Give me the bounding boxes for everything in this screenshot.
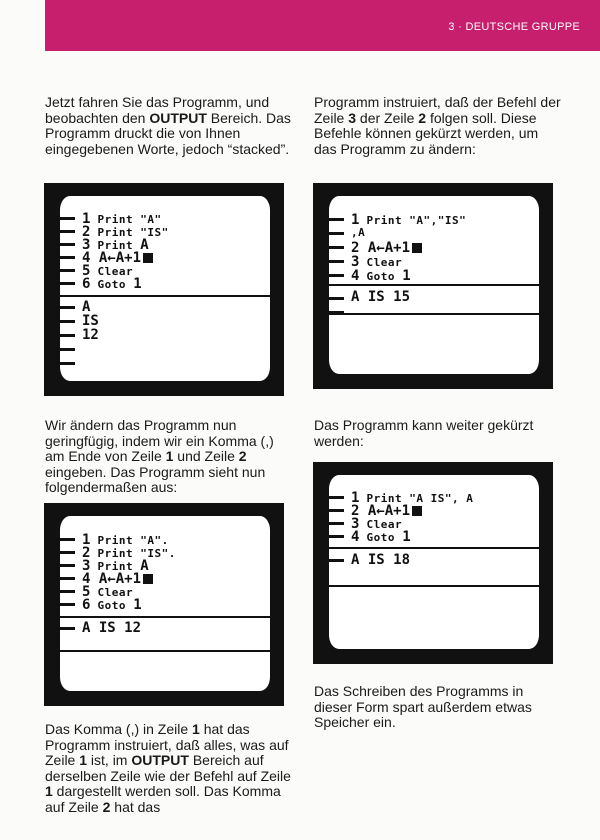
line-tick [60, 348, 75, 351]
output-divider [329, 585, 539, 587]
screen-program-stacked [44, 183, 284, 396]
paragraph-instruction [314, 95, 564, 157]
screen-display [60, 196, 270, 381]
text-run: eingeben. Das Programm sieht nun folgendermaßen aus: [45, 463, 266, 495]
text-run-bold: 3 [348, 109, 357, 126]
line-tick [60, 564, 75, 567]
paragraph-shorten-further [314, 418, 564, 449]
program-line: 1 Print "A" [82, 211, 162, 227]
program-line: 3 Clear [351, 254, 403, 270]
line-tick [329, 509, 344, 512]
text-run-bold: 1 [165, 448, 174, 464]
line-tick [60, 590, 75, 593]
line-tick [60, 551, 75, 554]
text-run: dargestellt werden soll. Das Komma auf Zeile [45, 783, 281, 815]
program-line: 1 Print "A IS", A [351, 490, 474, 506]
line-tick [329, 496, 344, 499]
line-tick [60, 269, 75, 272]
section-header [45, 0, 600, 51]
cursor-block [143, 574, 153, 584]
line-tick [329, 260, 344, 263]
text-run: und Zeile [173, 448, 239, 464]
text-run: der Zeile [356, 109, 419, 126]
output-divider [60, 650, 270, 652]
text-run-bold: 2 [418, 109, 427, 126]
text-run-bold: 2 [238, 448, 247, 464]
line-tick [329, 274, 344, 277]
program-line: 5 Clear [82, 584, 134, 600]
line-tick [60, 320, 75, 323]
text-run-bold: 2 [102, 798, 111, 815]
program-line: 2 Print "IS" [82, 224, 169, 240]
line-tick [60, 230, 75, 233]
program-line: 3 Print A [82, 237, 149, 253]
text-run: Das Komma (,) in Zeile [45, 721, 193, 737]
program-line: 3 Clear [351, 516, 403, 532]
text-run: ist, im [87, 752, 132, 768]
screen-display [329, 196, 539, 374]
program-line-continued: ,A [351, 226, 366, 239]
text-run: Programm instruiert, daß der Befehl der Zeile [314, 94, 561, 126]
line-tick [60, 362, 75, 365]
text-run: Bereich auf derselben Zeile wie der Befehl auf Zeile [45, 752, 291, 784]
program-line: 1 Print "A","IS" [351, 212, 467, 228]
program-line: 4 A←A+1 [82, 250, 153, 265]
text-run-bold: 1 [45, 783, 53, 799]
program-line: 4 Goto 1 [351, 268, 411, 284]
program-line: 6 Goto 1 [82, 276, 142, 292]
output-divider [329, 313, 539, 315]
line-tick [60, 577, 75, 580]
text-run-bold: OUTPUT [131, 752, 189, 768]
output-line: A IS 15 [351, 289, 411, 305]
paragraph-intro-run [45, 95, 295, 157]
cursor-block [143, 253, 153, 263]
output-line: A IS 18 [351, 552, 411, 568]
text-run: Bereich. Das Programm druckt die von Ihnen eingegebenen Worte, jedoch “stacked”. [45, 109, 291, 157]
screen-display [60, 516, 270, 691]
paragraph-comma-change [45, 418, 295, 496]
program-line: 2 A←A+1 [351, 503, 422, 518]
paragraph-memory-saving [314, 684, 564, 731]
line-tick [329, 559, 344, 562]
line-tick [60, 243, 75, 246]
line-tick [329, 218, 344, 221]
text-run-bold: OUTPUT [149, 109, 207, 126]
program-line: 1 Print "A". [82, 532, 169, 548]
program-line: 5 Clear [82, 263, 134, 279]
output-line: IS [82, 313, 99, 329]
text-run: hat das [110, 798, 161, 815]
line-tick [60, 603, 75, 606]
program-line: 2 Print "IS". [82, 545, 176, 561]
line-tick [60, 217, 75, 220]
line-tick [60, 538, 75, 541]
text-run: Jetzt fahren Sie das Programm, und beobachten den [45, 94, 270, 126]
line-tick [329, 297, 344, 300]
screen-program-shortest [313, 462, 553, 664]
line-tick [60, 282, 75, 285]
program-line: 2 A←A+1 [351, 240, 422, 255]
text-run-bold: 1 [79, 752, 88, 768]
line-tick [60, 306, 75, 309]
output-divider [329, 547, 539, 549]
screen-program-with-commas [44, 503, 284, 706]
section-title: 3 · DEUTSCHE GRUPPE [448, 21, 580, 33]
output-divider [60, 295, 270, 297]
cursor-block [412, 243, 422, 253]
line-tick [329, 535, 344, 538]
line-tick [329, 522, 344, 525]
output-line: A [82, 299, 91, 315]
text-run: folgen soll. Diese Befehle können gekürzt werden, um das Programm zu ändern: [314, 109, 539, 157]
line-tick [60, 627, 75, 630]
line-tick [329, 246, 344, 249]
output-divider [329, 284, 539, 286]
program-line: 4 A←A+1 [82, 571, 153, 586]
text-run: Wir ändern das Programm nun geringfügig, indem wir ein Komma (,) am Ende von Zeile [45, 417, 274, 464]
text-run: Das Programm kann weiter gekürzt werden: [314, 417, 534, 449]
text-run: hat das Programm instruiert, daß alles, was auf Zeile [45, 721, 289, 768]
text-run: Das Schreiben des Programms in dieser Form spart außerdem etwas Speicher ein. [314, 683, 532, 730]
paragraph-comma-explanation [45, 722, 295, 815]
text-run-bold: 1 [192, 721, 200, 737]
program-line: 6 Goto 1 [82, 597, 142, 613]
line-tick [60, 256, 75, 259]
screen-program-combined [313, 183, 553, 389]
cursor-block [412, 506, 422, 516]
output-divider [60, 616, 270, 618]
screen-display [329, 475, 539, 649]
line-tick [329, 232, 344, 235]
output-line: A IS 12 [82, 620, 142, 636]
line-tick [60, 334, 75, 337]
program-line: 3 Print A [82, 558, 149, 574]
output-line: 12 [82, 327, 99, 343]
program-line: 4 Goto 1 [351, 529, 411, 545]
